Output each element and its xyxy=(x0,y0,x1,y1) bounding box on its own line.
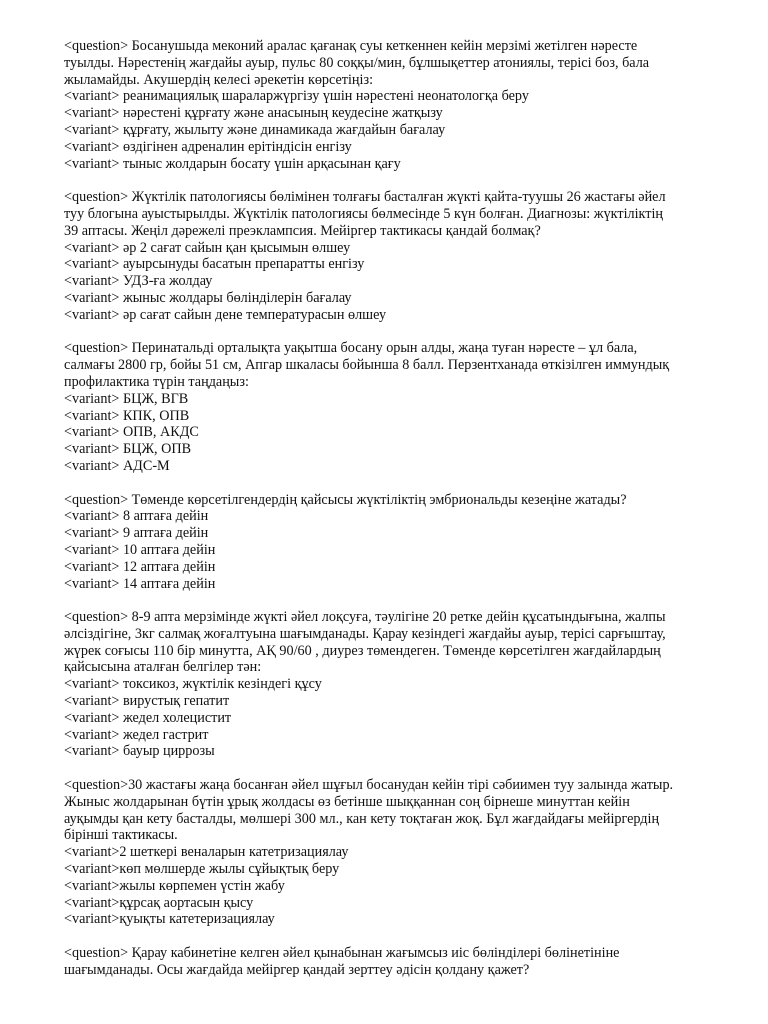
question-text-line: шағымданады. Осы жағдайда мейіргер қандай зерттеу әдісін қолдану қажет? xyxy=(64,961,530,978)
variant-option: <variant> нәрестені құрғату және анасының кеудесіне жатқызу xyxy=(64,105,443,122)
variant-option: <variant> АДС-М xyxy=(64,457,170,474)
variant-option: <variant> БЦЖ, ОПВ xyxy=(64,441,192,458)
question-text-line: <question> Жүктілік патологиясы бөлімінен толғағы басталған жүкті қайта-туушы 26 жастағы әйел xyxy=(64,189,666,206)
variant-option: <variant> әр 2 сағат сайын қан қысымын өлшеу xyxy=(64,239,351,256)
question-text-line: әлсіздігіне, 3кг салмақ жоғалтуына шағымданады. Қарау кезіндегі жағдайы ауыр, терісі сарғыштау, xyxy=(64,625,666,642)
question-block xyxy=(64,609,736,760)
variant-option: <variant> әр сағат сайын дене температурасын өлшеу xyxy=(64,306,387,323)
question-block xyxy=(64,189,736,323)
question-text-line: 39 аптасы. Жеңіл дәрежелі преэклампсия. Мейіргер тактикасы қандай болмақ? xyxy=(64,222,541,239)
document-page xyxy=(64,38,736,995)
variant-option: <variant> 14 аптаға дейін xyxy=(64,575,216,592)
variant-option: <variant>көп мөлшерде жылы сұйықтық беру xyxy=(64,861,340,878)
question-text-line: туу блогына ауыстырылды. Жүктілік патологиясы бөлмесінде 5 күн болған. Диагнозы: жүктіліктің xyxy=(64,205,663,222)
question-text-line: Жыныс жолдарынан бүтін ұрық жолдасы өз бетінше шыққаннан соң бірнеше минуттан кейін xyxy=(64,793,630,810)
variant-option: <variant> реанимациялық шараларжүргізу үшін нәрестені неонатологқа беру xyxy=(64,88,529,105)
variant-option: <variant> тыныс жолдарын босату үшін арқасынан қағу xyxy=(64,155,401,172)
variant-option: <variant> ауырсынуды басатын препаратты енгізу xyxy=(64,256,365,273)
variant-option: <variant>құрсақ аортасын қысу xyxy=(64,894,254,911)
variant-option: <variant> жедел холецистит xyxy=(64,709,232,726)
variant-option: <variant> БЦЖ, ВГВ xyxy=(64,390,189,407)
variant-option: <variant> 8 аптаға дейін xyxy=(64,508,209,525)
variant-option: <variant> бауыр циррозы xyxy=(64,743,215,760)
variant-option: <variant>2 шеткері веналарын катетризациялау xyxy=(64,844,349,861)
variant-option: <variant> УДЗ-ға жолдау xyxy=(64,273,213,290)
variant-option: <variant> 12 аптаға дейін xyxy=(64,558,216,575)
question-text-line: ауқымды қан кету басталды, мөлшері 300 мл., кан кету тоқтаған жоқ. Бұл жағдайдағы мейіргердің xyxy=(64,810,660,827)
question-text-line: <question> Босанушыда меконий аралас қағанақ суы кеткеннен кейін мерзімі жетілген нәресте xyxy=(64,38,638,54)
question-text-line: бірінші тактикасы. xyxy=(64,827,178,844)
variant-option: <variant> жедел гастрит xyxy=(64,726,209,743)
variant-option: <variant> 10 аптаға дейін xyxy=(64,541,216,558)
variant-option: <variant> 9 аптаға дейін xyxy=(64,525,209,542)
question-text-line: қайсысына аталған белгілер тән: xyxy=(64,659,262,676)
question-text-line: <question>30 жастағы жаңа босанған әйел шұғыл босанудан кейін тірі сәбиимен туу залында жатыр. xyxy=(64,777,674,794)
variant-option: <variant>қуықты катетеризациялау xyxy=(64,911,275,928)
variant-option: <variant> өздігінен адреналин ерітіндісін енгізу xyxy=(64,138,352,155)
variant-option: <variant> ОПВ, АКДС xyxy=(64,424,199,441)
variant-option: <variant> КПК, ОПВ xyxy=(64,407,190,424)
question-text-line: <question> Перинатальді орталықта уақытша босану орын алды, жаңа туған нәресте – ұл бала, xyxy=(64,340,638,357)
variant-option: <variant> вирустық гепатит xyxy=(64,693,230,710)
question-text-line: <question> Төменде көрсетілгендердің қайсысы жүктіліктің эмбриональды кезеңіне жатады? xyxy=(64,491,627,508)
question-text-line: <question> 8-9 апта мерзімінде жүкті әйел лоқсуға, тәулігіне 20 ретке дейін құсатындығына, жалпы xyxy=(64,609,666,626)
variant-option: <variant>жылы көрпемен үстін жабу xyxy=(64,877,285,894)
variant-option: <variant> жыныс жолдары бөлінділерін бағалау xyxy=(64,289,352,306)
variant-option: <variant> құрғату, жылыту және динамикада жағдайын бағалау xyxy=(64,121,446,138)
question-text-line: салмағы 2800 гр, бойы 51 см, Апгар шкаласы бойынша 8 балл. Перзентханада өткізілген иммундық xyxy=(64,357,670,374)
question-block xyxy=(64,492,736,593)
question-text-line: профилактика түрін таңдаңыз: xyxy=(64,373,249,390)
question-block xyxy=(64,777,736,928)
variant-option: <variant> токсикоз, жүктілік кезіндегі құсу xyxy=(64,676,322,693)
question-text-line: жүрек соғысы 110 бір минутта, АҚ 90/60 , диурез төмендеген. Төменде көрсетілген жағдайлардың xyxy=(64,642,661,659)
question-text-line: <question> Қарау кабинетіне келген әйел қынабынан жағымсыз иіс бөлінділері бөлінетініне xyxy=(64,945,620,962)
question-block xyxy=(64,340,736,474)
question-text-line: туылды. Нәрестенің жағдайы ауыр, пульс 80 соққы/мин, бұлшықеттер атониялы, терісі боз, бала xyxy=(64,54,650,71)
question-text-line: жыламайды. Акушердің келесі әрекетін көрсетіңіз: xyxy=(64,71,374,88)
question-block xyxy=(64,945,736,979)
question-block xyxy=(64,38,736,172)
